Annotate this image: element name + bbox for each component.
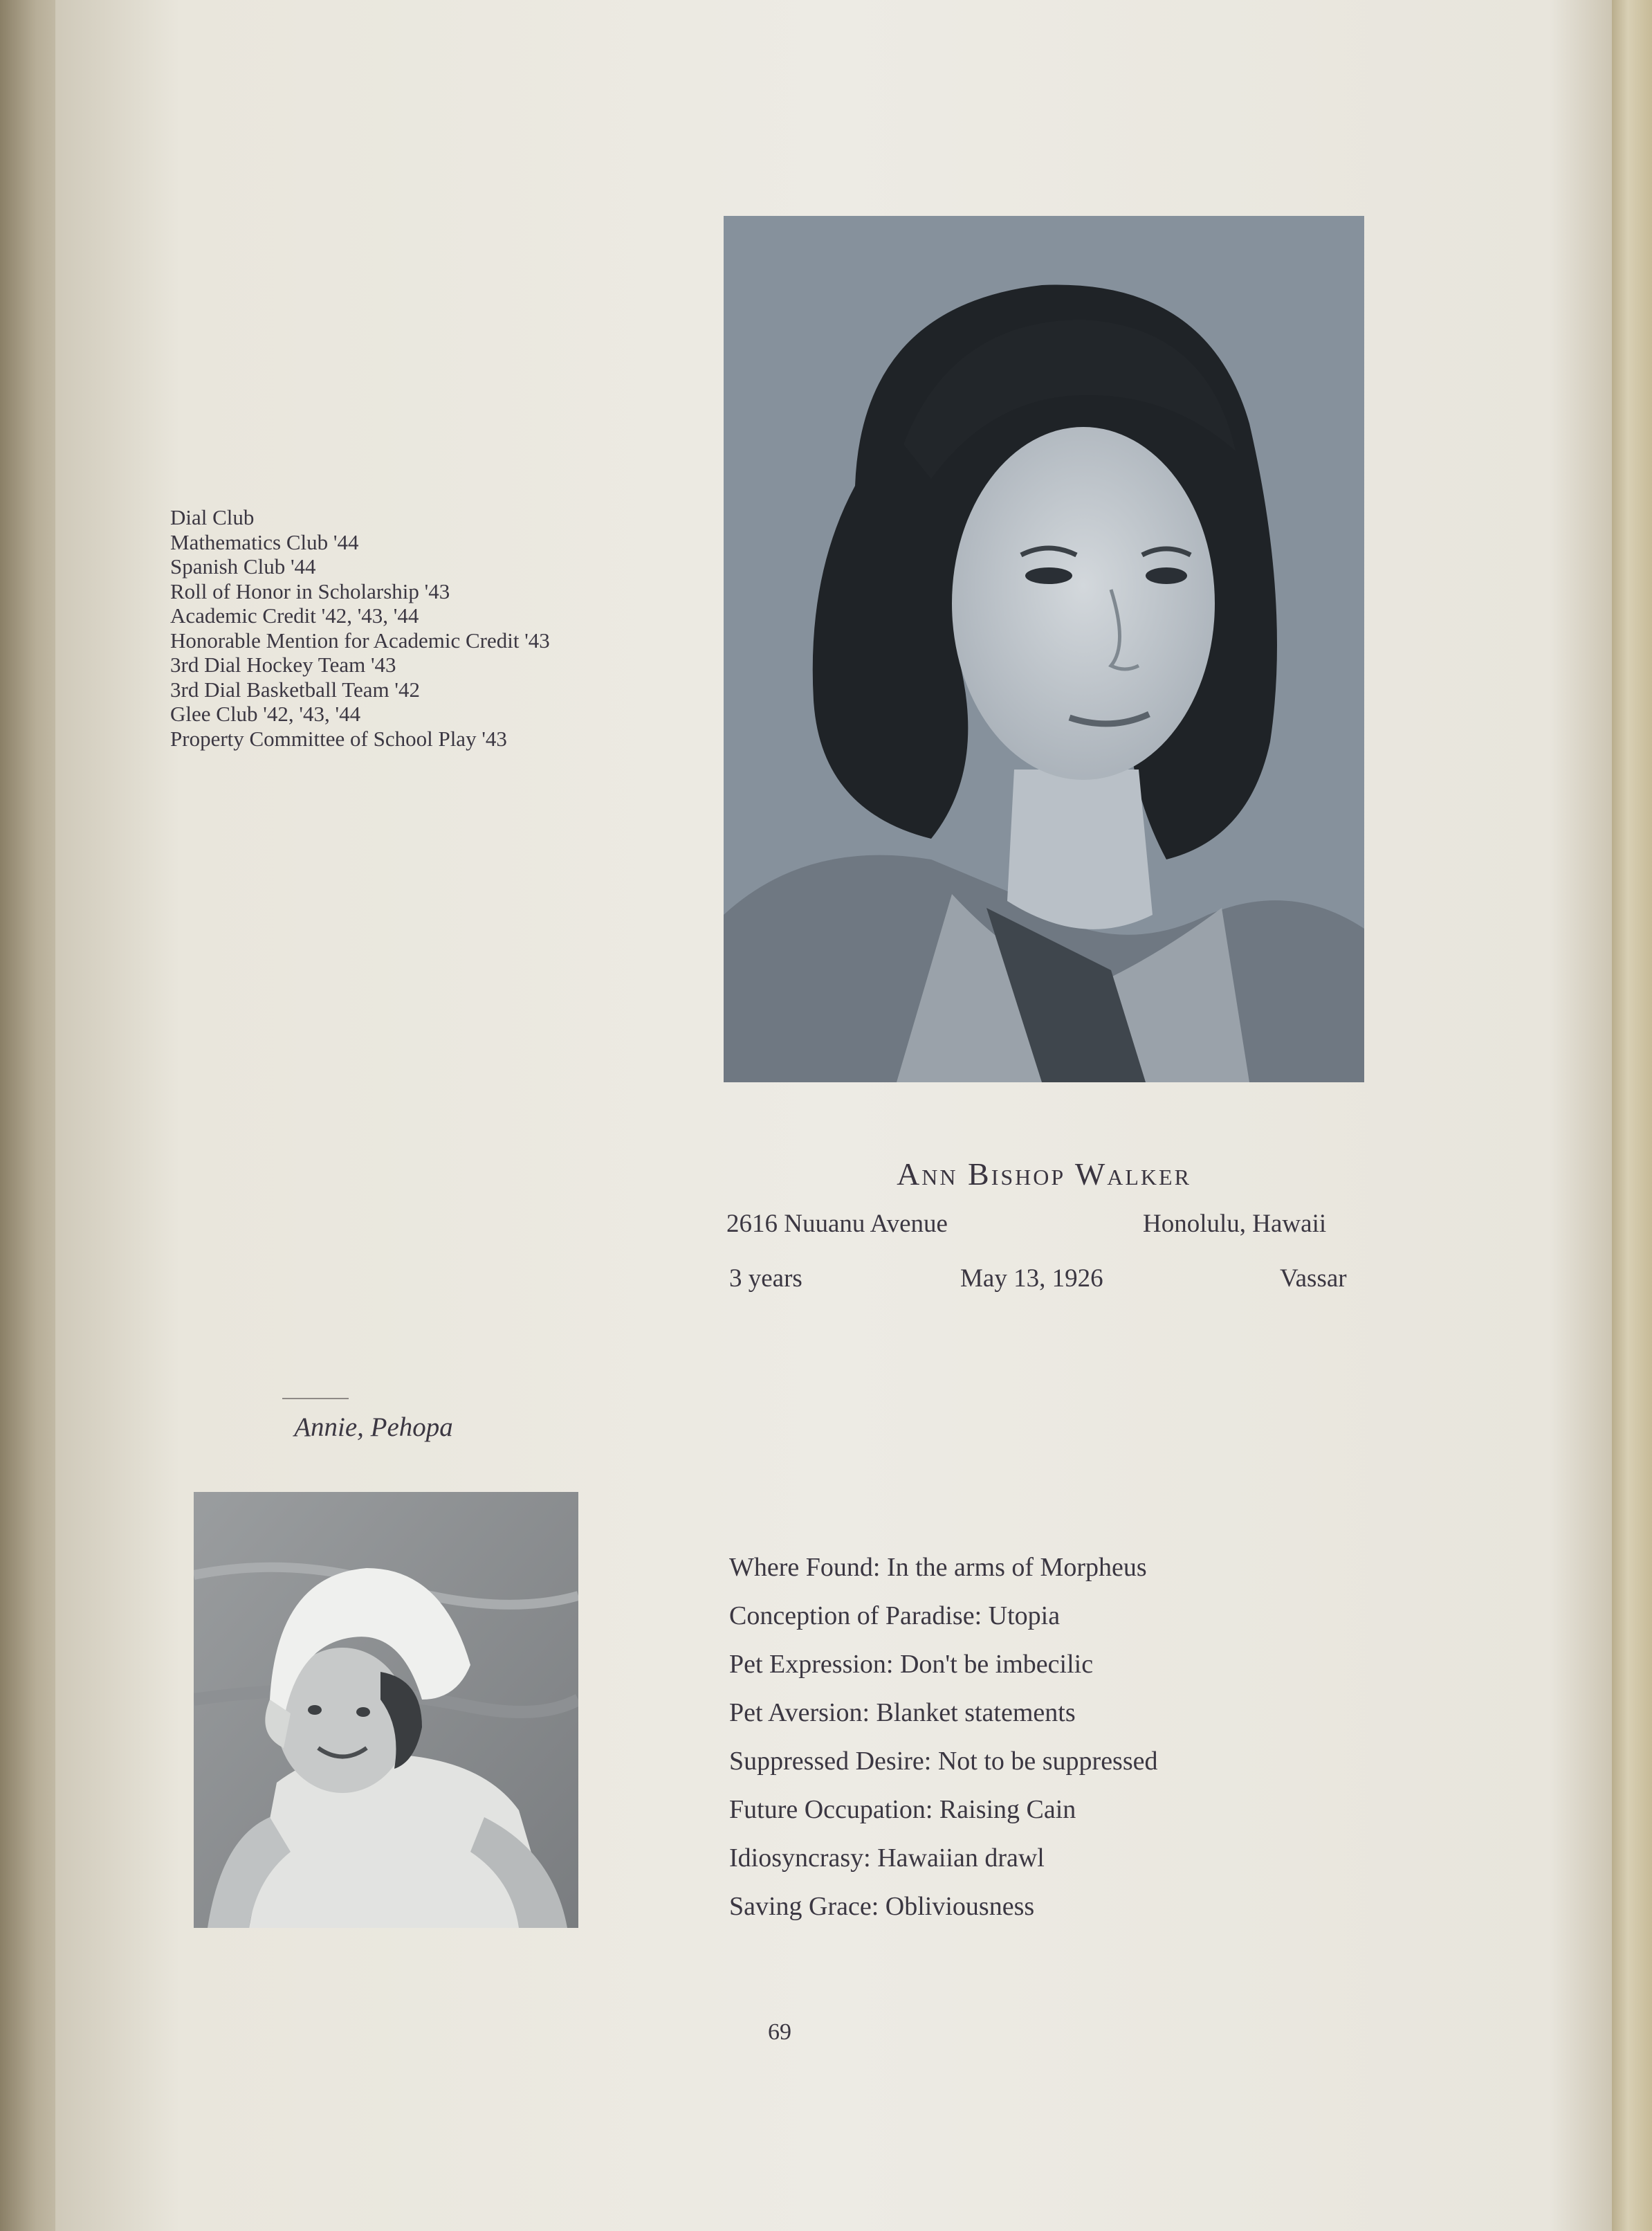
fact-item: Pet Expression: Don't be imbecilic xyxy=(729,1650,1094,1679)
page-number: 69 xyxy=(768,2019,791,2045)
activities-list xyxy=(170,505,550,751)
facts-list xyxy=(729,1543,1158,1931)
activity-item: 3rd Dial Hockey Team '43 xyxy=(170,653,396,677)
fact-item: Future Occupation: Raising Cain xyxy=(729,1795,1076,1824)
years-attended: 3 years xyxy=(729,1264,802,1293)
fact-item: Pet Aversion: Blanket statements xyxy=(729,1698,1076,1727)
senior-portrait-photo xyxy=(724,216,1364,1082)
baby-photo xyxy=(194,1492,578,1928)
student-name: Ann Bishop Walker xyxy=(897,1156,1191,1192)
fact-item: Suppressed Desire: Not to be suppressed xyxy=(729,1747,1158,1776)
activity-item: Academic Credit '42, '43, '44 xyxy=(170,603,419,628)
college-name: Vassar xyxy=(1280,1264,1347,1293)
activity-item: Roll of Honor in Scholarship '43 xyxy=(170,579,450,603)
activity-item: 3rd Dial Basketball Team '42 xyxy=(170,677,420,702)
fact-item: Where Found: In the arms of Morpheus xyxy=(729,1553,1147,1582)
activity-item: Property Committee of School Play '43 xyxy=(170,726,507,751)
fact-item: Saving Grace: Obliviousness xyxy=(729,1892,1035,1921)
activity-item: Dial Club xyxy=(170,505,255,529)
activity-item: Honorable Mention for Academic Credit '43 xyxy=(170,628,550,653)
student-address: 2616 Nuuanu Avenue xyxy=(726,1210,948,1238)
activity-item: Glee Club '42, '43, '44 xyxy=(170,702,361,726)
fact-item: Idiosyncrasy: Hawaiian drawl xyxy=(729,1843,1045,1873)
divider xyxy=(282,1398,349,1399)
activity-item: Mathematics Club '44 xyxy=(170,529,359,554)
page-edge xyxy=(1612,0,1652,2231)
activity-item: Spanish Club '44 xyxy=(170,554,316,579)
nickname: Annie, Pehopa xyxy=(294,1412,453,1442)
fact-item: Conception of Paradise: Utopia xyxy=(729,1601,1061,1630)
birth-date: May 13, 1926 xyxy=(960,1264,1103,1293)
student-city: Honolulu, Hawaii xyxy=(1143,1210,1327,1238)
